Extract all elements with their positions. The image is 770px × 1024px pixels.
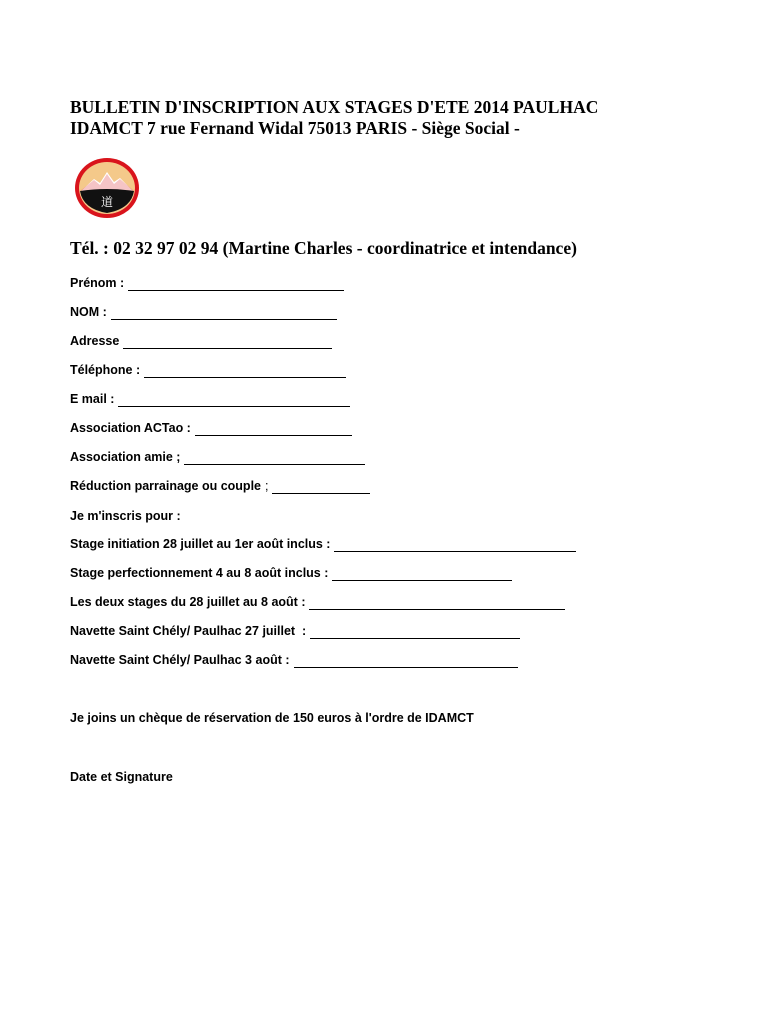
prenom-field[interactable] bbox=[70, 275, 344, 291]
reduction-label: Réduction parrainage ou couple bbox=[70, 479, 261, 493]
navette-27-label: Navette Saint Chély/ Paulhac 27 juillet : bbox=[70, 624, 307, 638]
reduction-line[interactable] bbox=[272, 481, 370, 494]
nom-line[interactable] bbox=[111, 307, 337, 320]
stage-perfectionnement-line[interactable] bbox=[332, 568, 512, 581]
association-amie-field[interactable] bbox=[70, 449, 365, 465]
association-actao-label: Association ACTao : bbox=[70, 421, 191, 435]
nom-label: NOM : bbox=[70, 305, 107, 319]
inscris-heading: Je m'inscris pour : bbox=[70, 509, 181, 523]
email-line[interactable] bbox=[118, 394, 350, 407]
navette-3-field[interactable] bbox=[70, 652, 518, 668]
navette-3-label: Navette Saint Chély/ Paulhac 3 août : bbox=[70, 653, 290, 667]
stage-perfectionnement-label: Stage perfectionnement 4 au 8 août inclus : bbox=[70, 566, 329, 580]
association-actao-field[interactable] bbox=[70, 420, 352, 436]
association-amie-line[interactable] bbox=[184, 452, 365, 465]
deux-stages-label: Les deux stages du 28 juillet au 8 août : bbox=[70, 595, 306, 609]
stage-perfectionnement-field[interactable] bbox=[70, 565, 512, 581]
svg-text:道: 道 bbox=[100, 195, 114, 209]
telephone-line[interactable] bbox=[144, 365, 346, 378]
reduction-separator: ; bbox=[265, 479, 269, 493]
email-field[interactable] bbox=[70, 391, 350, 407]
adresse-field[interactable] bbox=[70, 333, 332, 349]
navette-27-line[interactable] bbox=[310, 626, 520, 639]
adresse-label: Adresse bbox=[70, 334, 120, 348]
idamct-logo-icon bbox=[74, 157, 140, 219]
date-signature-label: Date et Signature bbox=[70, 770, 173, 784]
reduction-field[interactable] bbox=[70, 478, 370, 494]
association-actao-line[interactable] bbox=[195, 423, 352, 436]
navette-27-field[interactable] bbox=[70, 623, 520, 639]
prenom-label: Prénom : bbox=[70, 276, 125, 290]
deux-stages-field[interactable] bbox=[70, 594, 565, 610]
prenom-line[interactable] bbox=[128, 278, 344, 291]
stage-initiation-label: Stage initiation 28 juillet au 1er août inclus : bbox=[70, 537, 331, 551]
document-title bbox=[70, 97, 750, 139]
title-line-1: BULLETIN D'INSCRIPTION AUX STAGES D'ETE 2014 PAULHAC bbox=[70, 97, 599, 117]
association-amie-label: Association amie ; bbox=[70, 450, 181, 464]
navette-3-line[interactable] bbox=[294, 655, 518, 668]
telephone-label: Téléphone : bbox=[70, 363, 141, 377]
deux-stages-line[interactable] bbox=[309, 597, 565, 610]
email-label: E mail : bbox=[70, 392, 115, 406]
title-line-2: IDAMCT 7 rue Fernand Widal 75013 PARIS - Siège Social - bbox=[70, 118, 520, 138]
telephone-contact: Tél. : 02 32 97 02 94 (Martine Charles - coordinatrice et intendance) bbox=[70, 238, 577, 258]
stage-initiation-field[interactable] bbox=[70, 536, 576, 552]
adresse-line[interactable] bbox=[123, 336, 332, 349]
cheque-statement: Je joins un chèque de réservation de 150 euros à l'ordre de IDAMCT bbox=[70, 711, 474, 725]
stage-initiation-line[interactable] bbox=[334, 539, 576, 552]
nom-field[interactable] bbox=[70, 304, 337, 320]
telephone-field[interactable] bbox=[70, 362, 346, 378]
